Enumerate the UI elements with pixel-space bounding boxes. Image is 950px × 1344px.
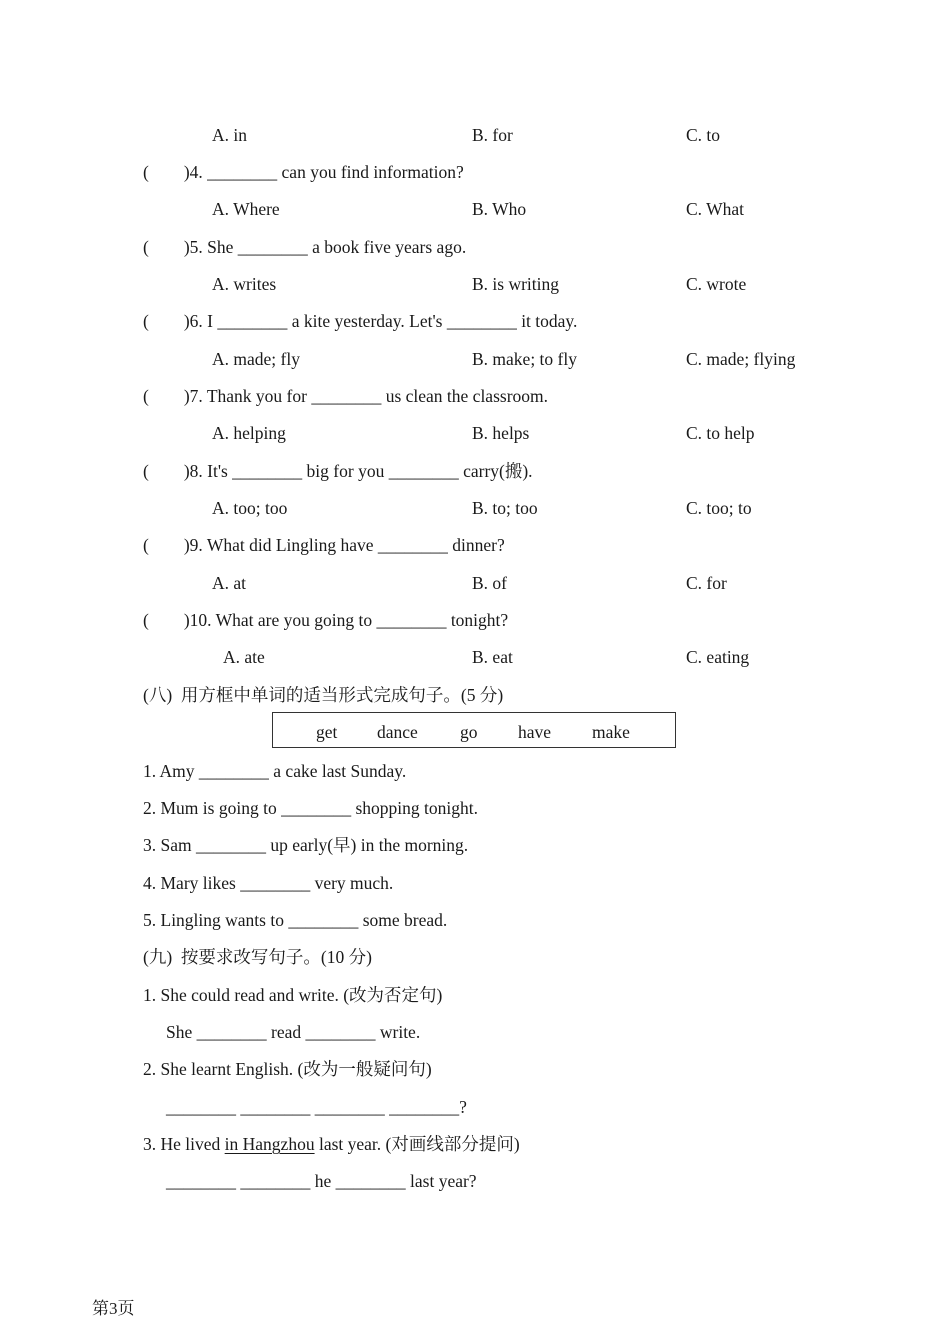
section-8-sentence-5: 5. Lingling wants to ________ some bread. bbox=[143, 910, 448, 930]
section-8-sentence-2: 2. Mum is going to ________ shopping tonight. bbox=[143, 798, 478, 818]
prompt-3-underlined: in Hangzhou bbox=[224, 1134, 315, 1154]
section-9-answer-2: ________ ________ ________ ________? bbox=[166, 1097, 467, 1117]
q5-option-c: C. wrote bbox=[686, 274, 747, 294]
q4-option-c: C. What bbox=[686, 199, 745, 219]
question-10-stem: ( )10. What are you going to ________ tonight? bbox=[143, 610, 509, 630]
question-4-stem: ( )4. ________ can you find information? bbox=[143, 162, 464, 182]
question-9-stem: ( )9. What did Lingling have ________ dinner? bbox=[143, 535, 505, 555]
section-8-sentence-1: 1. Amy ________ a cake last Sunday. bbox=[143, 761, 407, 781]
word-box-item: go bbox=[460, 722, 478, 742]
prompt-3-post: last year. (对画线部分提问) bbox=[314, 1134, 520, 1154]
section-9-prompt-1: 1. She could read and write. (改为否定句) bbox=[143, 985, 443, 1005]
q8-option-c: C. too; to bbox=[686, 498, 752, 518]
section-9-heading: (九) 按要求改写句子。(10 分) bbox=[143, 947, 372, 967]
q9-option-c: C. for bbox=[686, 573, 727, 593]
q9-option-b: B. of bbox=[472, 573, 507, 593]
word-box bbox=[272, 712, 676, 748]
q3-option-b: B. for bbox=[472, 125, 513, 145]
question-5-stem: ( )5. She ________ a book five years ago. bbox=[143, 237, 467, 257]
q5-option-a: A. writes bbox=[212, 274, 277, 294]
section-8-sentence-3: 3. Sam ________ up early(早) in the morning. bbox=[143, 835, 469, 855]
word-box-item: have bbox=[518, 722, 552, 742]
q8-option-b: B. to; too bbox=[472, 498, 538, 518]
section-9-answer-3: ________ ________ he ________ last year? bbox=[166, 1171, 477, 1191]
q3-option-a: A. in bbox=[212, 125, 247, 145]
section-9-answer-1: She ________ read ________ write. bbox=[166, 1022, 421, 1042]
question-6-stem: ( )6. I ________ a kite yesterday. Let's ________ it today. bbox=[143, 311, 578, 331]
q5-option-b: B. is writing bbox=[472, 274, 560, 294]
section-8-heading: (八) 用方框中单词的适当形式完成句子。(5 分) bbox=[143, 685, 504, 705]
q7-option-a: A. helping bbox=[212, 423, 286, 443]
q6-option-c: C. made; flying bbox=[686, 349, 796, 369]
question-7-stem: ( )7. Thank you for ________ us clean the classroom. bbox=[143, 386, 549, 406]
section-9-prompt-3 bbox=[143, 1133, 520, 1155]
q3-option-c: C. to bbox=[686, 125, 721, 145]
q7-option-b: B. helps bbox=[472, 423, 530, 443]
q10-option-b: B. eat bbox=[472, 647, 513, 667]
prompt-3-pre: 3. He lived bbox=[143, 1134, 225, 1154]
word-box-item: make bbox=[592, 722, 630, 742]
section-8-sentence-4: 4. Mary likes ________ very much. bbox=[143, 873, 394, 893]
q9-option-a: A. at bbox=[212, 573, 247, 593]
q10-option-c: C. eating bbox=[686, 647, 750, 667]
q6-option-a: A. made; fly bbox=[212, 349, 300, 369]
q7-option-c: C. to help bbox=[686, 423, 755, 443]
page-number: 第3页 bbox=[92, 1299, 135, 1318]
question-8-stem: ( )8. It's ________ big for you ________ carry(搬). bbox=[143, 461, 533, 481]
q4-option-a: A. Where bbox=[212, 199, 280, 219]
word-box-item: dance bbox=[377, 722, 418, 742]
q4-option-b: B. Who bbox=[472, 199, 527, 219]
word-box-item: get bbox=[316, 722, 338, 742]
q8-option-a: A. too; too bbox=[212, 498, 288, 518]
q6-option-b: B. make; to fly bbox=[472, 349, 577, 369]
q10-option-a: A. ate bbox=[223, 647, 265, 667]
section-9-prompt-2: 2. She learnt English. (改为一般疑问句) bbox=[143, 1059, 432, 1079]
